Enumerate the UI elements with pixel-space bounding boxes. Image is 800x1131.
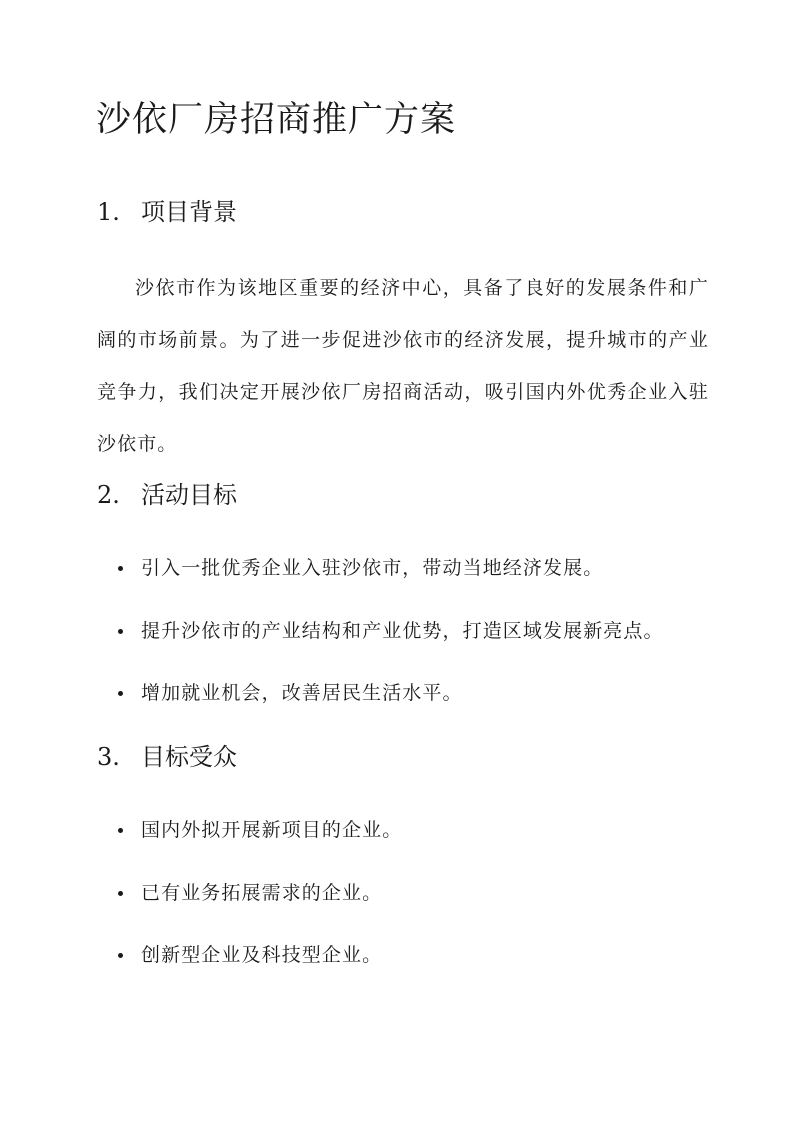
bullet-icon [118, 691, 123, 696]
section-number: 1. [97, 198, 120, 226]
list-item-text: 创新型企业及科技型企业。 [141, 944, 383, 966]
list-item [118, 679, 463, 707]
list-item [118, 554, 603, 582]
list-item-text: 国内外拟开展新项目的企业。 [141, 819, 403, 841]
section-title: 活动目标 [141, 481, 237, 509]
section-heading-goals [97, 479, 237, 511]
list-item [118, 879, 382, 907]
list-item-text: 引入一批优秀企业入驻沙依市，带动当地经济发展。 [141, 557, 604, 579]
section-number: 2. [97, 481, 120, 509]
bullet-icon [118, 828, 123, 833]
list-item [118, 617, 664, 645]
bullet-icon [118, 566, 123, 571]
bullet-icon [118, 891, 123, 896]
list-item [118, 941, 382, 969]
section-title: 项目背景 [141, 198, 237, 226]
bullet-icon [118, 953, 123, 958]
bullet-icon [118, 629, 123, 634]
list-item-text: 增加就业机会，改善居民生活水平。 [141, 682, 463, 704]
document-title: 沙依厂房招商推广方案 [96, 100, 457, 140]
list-item [118, 816, 402, 844]
list-item-text: 已有业务拓展需求的企业。 [141, 882, 383, 904]
section-title: 目标受众 [141, 743, 237, 771]
background-paragraph: 沙依市作为该地区重要的经济中心，具备了良好的发展条件和广阔的市场前景。为了进一步促进沙依市的经济发展，提升城市的产业竞争力，我们决定开展沙依厂房招商活动，吸引国内外优秀企业入驻沙依市。 [97, 277, 709, 455]
section-heading-background [97, 196, 237, 228]
section-heading-audience [97, 741, 237, 773]
section-number: 3. [97, 743, 120, 771]
list-item-text: 提升沙依市的产业结构和产业优势，打造区域发展新亮点。 [141, 620, 664, 642]
